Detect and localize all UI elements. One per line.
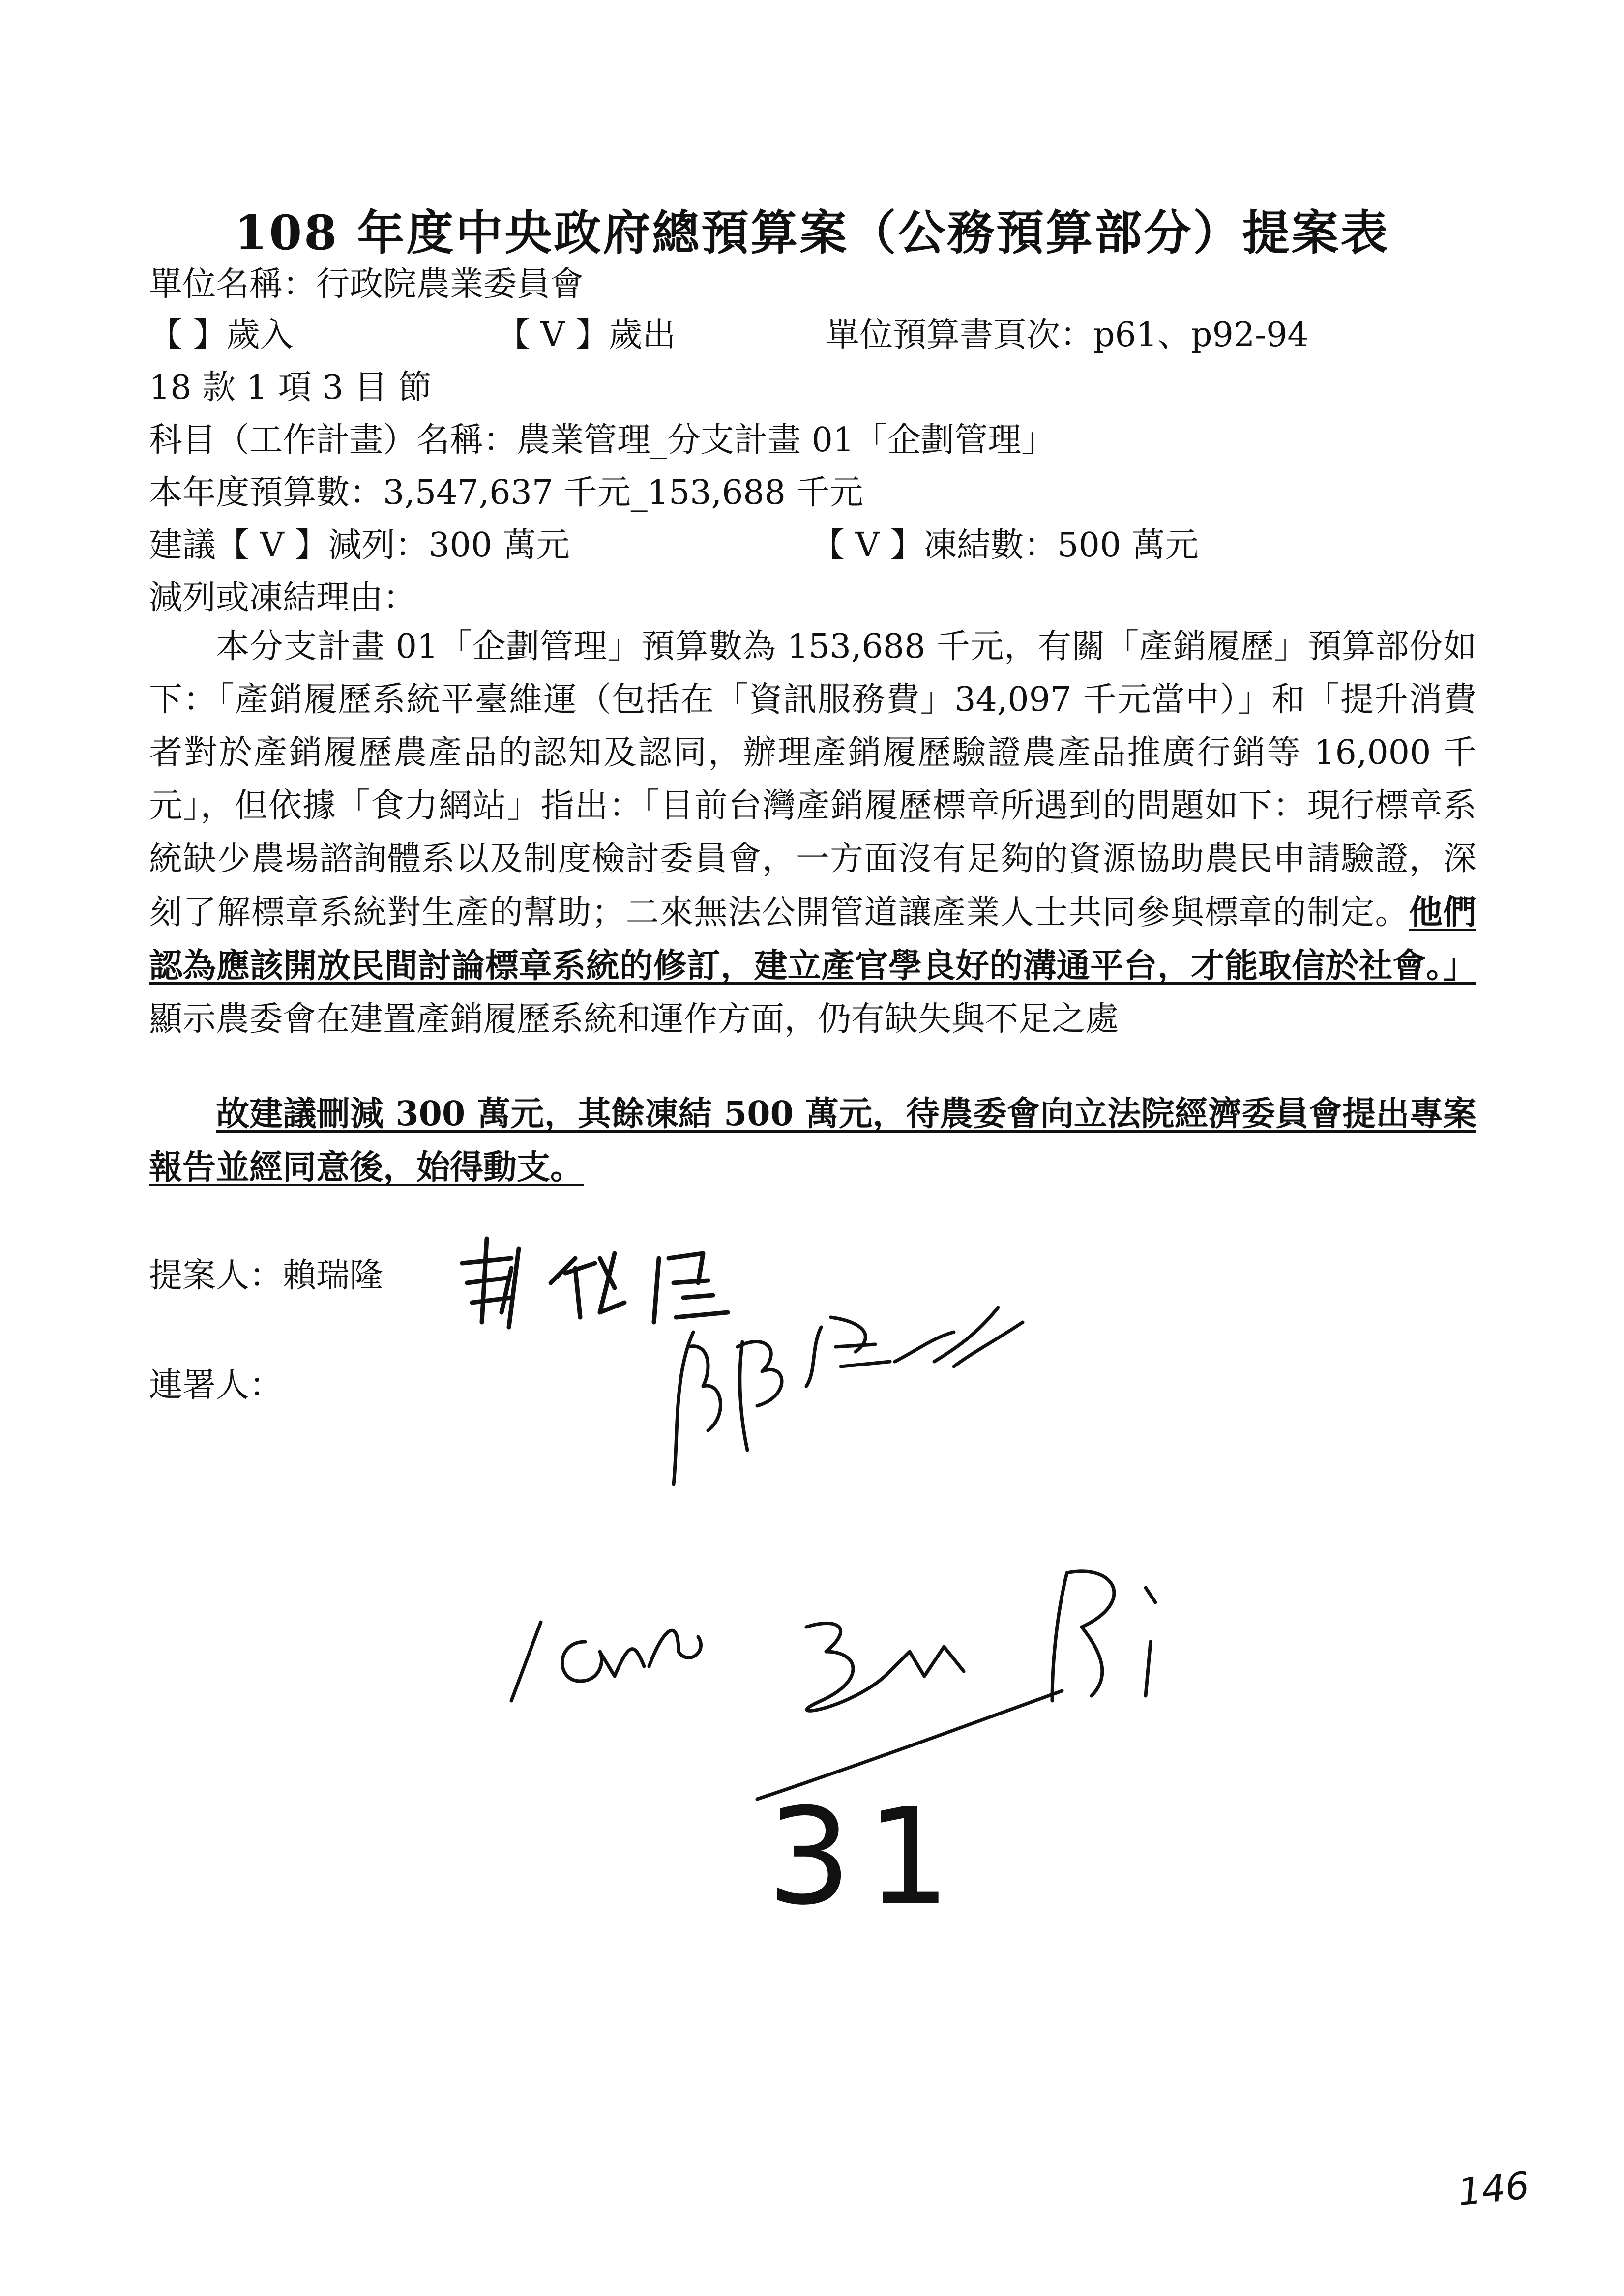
section-line: 18 款 1 項 3 目 節	[149, 368, 432, 407]
reason-emphasis: 他們認為應該開放民間討論標章系統的修訂，建立產官學良好的溝通平台，才能取信於社會。」	[149, 893, 1476, 986]
proposer-line: 提案人：賴瑞隆	[149, 1256, 384, 1295]
subject-line: 科目（工作計畫）名稱：農業管理_分支計畫 01「企劃管理」	[149, 421, 1055, 460]
conclusion-text: 故建議刪減 300 萬元，其餘凍結 500 萬元，待農委會向立法院經濟委員會提出專案報告並經同意後，始得動支。	[149, 1094, 1476, 1187]
revenue-checkbox: 【 】歲入	[149, 316, 294, 354]
suggested-cut: 建議【 V 】減列：300 萬元	[149, 526, 570, 565]
reason-paragraph	[149, 620, 1476, 1046]
cosigner-signature-2	[502, 1553, 1505, 1809]
corner-page-number: 146	[1455, 2163, 1532, 2214]
reason-text: 本分支計畫 01「企劃管理」預算數為 153,688 千元，有關「產銷履歷」預算部份如下：「產銷履歷系統平臺維運（包括在「資訊服務費」34,097 千元當中）」和「提升消費者對於產銷履歷農產品的認知及認同，辦理產銷履歷驗證農產品推廣行銷等 16,000 千元」，但依據「食力網站」指出：「目前台灣產銷履歷標章所遇到的問題如下：現行標章系統缺少農場諮詢體系以及制度檢討委員會，一方面沒有足夠的資源協助農民申請驗證，深刻了解標章系統對生產的幫助；二來無法公開管道讓產業人士共同參與標章的制定。	[149, 627, 1476, 932]
handwritten-number: 31	[767, 1779, 966, 1934]
expenditure-checkbox: 【 V 】歲出	[497, 316, 676, 354]
suggested-freeze: 【 V 】凍結數：500 萬元	[811, 526, 1199, 565]
cosigner-signature-1	[659, 1288, 1033, 1504]
unit-name: 單位名稱：行政院農業委員會	[149, 265, 584, 304]
cosigner-label: 連署人：	[149, 1366, 283, 1405]
budget-amount-line: 本年度預算數：3,547,637 千元_153,688 千元	[149, 473, 863, 512]
reason-label: 減列或凍結理由：	[149, 579, 417, 617]
document-title: 108 年度中央政府總預算案（公務預算部分）提案表	[234, 205, 1390, 261]
conclusion-paragraph	[149, 1087, 1476, 1194]
reason-tail: 顯示農委會在建置產銷履歷系統和運作方面，仍有缺失與不足之處	[149, 1000, 1119, 1039]
budget-book-pages: 單位預算書頁次：p61、p92-94	[826, 316, 1309, 354]
